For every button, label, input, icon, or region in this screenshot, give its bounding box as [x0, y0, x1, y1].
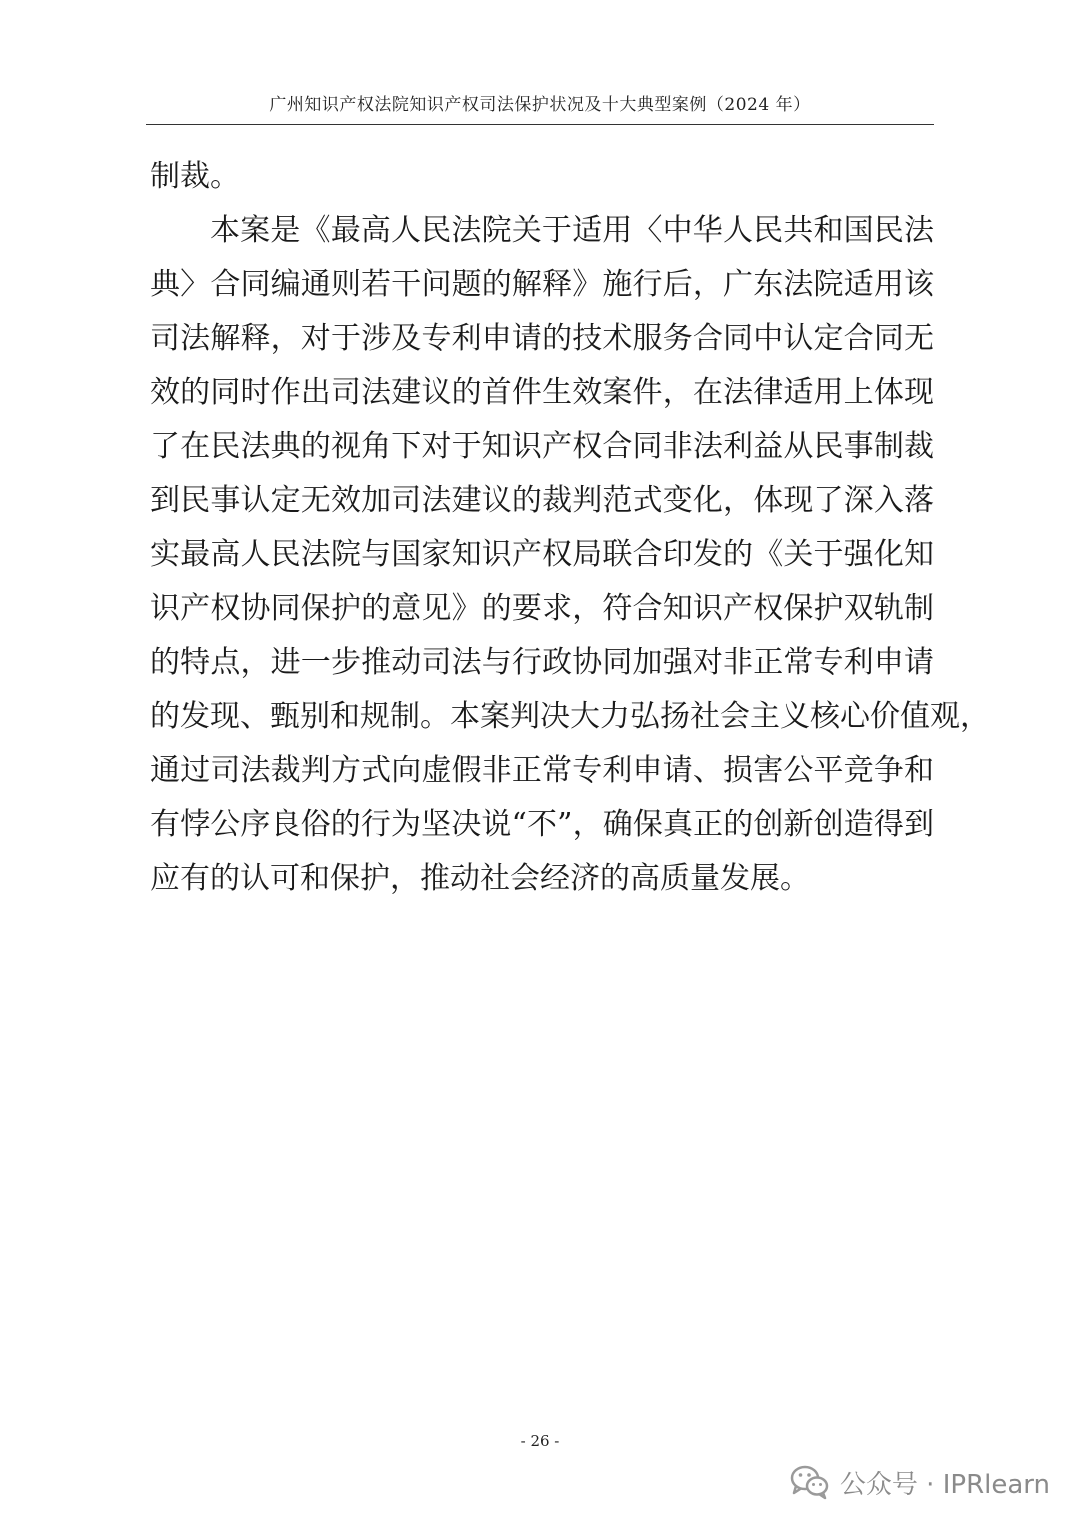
paragraph-line: 了在民法典的视角下对于知识产权合同非法利益从民事制裁 [150, 429, 934, 464]
watermark-text: 公众号 · IPRlearn [839, 1469, 1050, 1500]
paragraph-line: 应有的认可和保护，推动社会经济的高质量发展。 [150, 861, 810, 896]
body-text [150, 150, 990, 906]
wechat-icon [790, 1464, 830, 1500]
running-header: 广州知识产权法院知识产权司法保护状况及十大典型案例（2024 年） [269, 95, 811, 115]
watermark [790, 1462, 1050, 1502]
page-number: - 26 - [520, 1432, 560, 1450]
paragraph-line: 的特点，进一步推动司法与行政协同加强对非正常专利申请 [150, 645, 934, 680]
header-divider [146, 124, 934, 125]
paragraph-line: 到民事认定无效加司法建议的裁判范式变化，体现了深入落 [150, 483, 934, 518]
paragraph-line: 典〉合同编通则若干问题的解释》施行后，广东法院适用该 [150, 267, 934, 302]
paragraph-line: 的发现、甄别和规制。本案判决大力弘扬社会主义核心价值观， [150, 699, 990, 734]
paragraph-line: 制裁。 [150, 159, 240, 194]
paragraph-line: 通过司法裁判方式向虚假非正常专利申请、损害公平竞争和 [150, 753, 934, 788]
paragraph-line: 实最高人民法院与国家知识产权局联合印发的《关于强化知 [150, 537, 934, 572]
paragraph-line: 有悖公序良俗的行为坚决说“不”，确保真正的创新创造得到 [150, 807, 934, 842]
paragraph-line: 司法解释，对于涉及专利申请的技术服务合同中认定合同无 [150, 321, 934, 356]
paragraph-line: 本案是《最高人民法院关于适用〈中华人民共和国民法 [210, 213, 934, 248]
paragraph-line: 识产权协同保护的意见》的要求，符合知识产权保护双轨制 [150, 591, 934, 626]
paragraph-line: 效的同时作出司法建议的首件生效案件，在法律适用上体现 [150, 375, 934, 410]
